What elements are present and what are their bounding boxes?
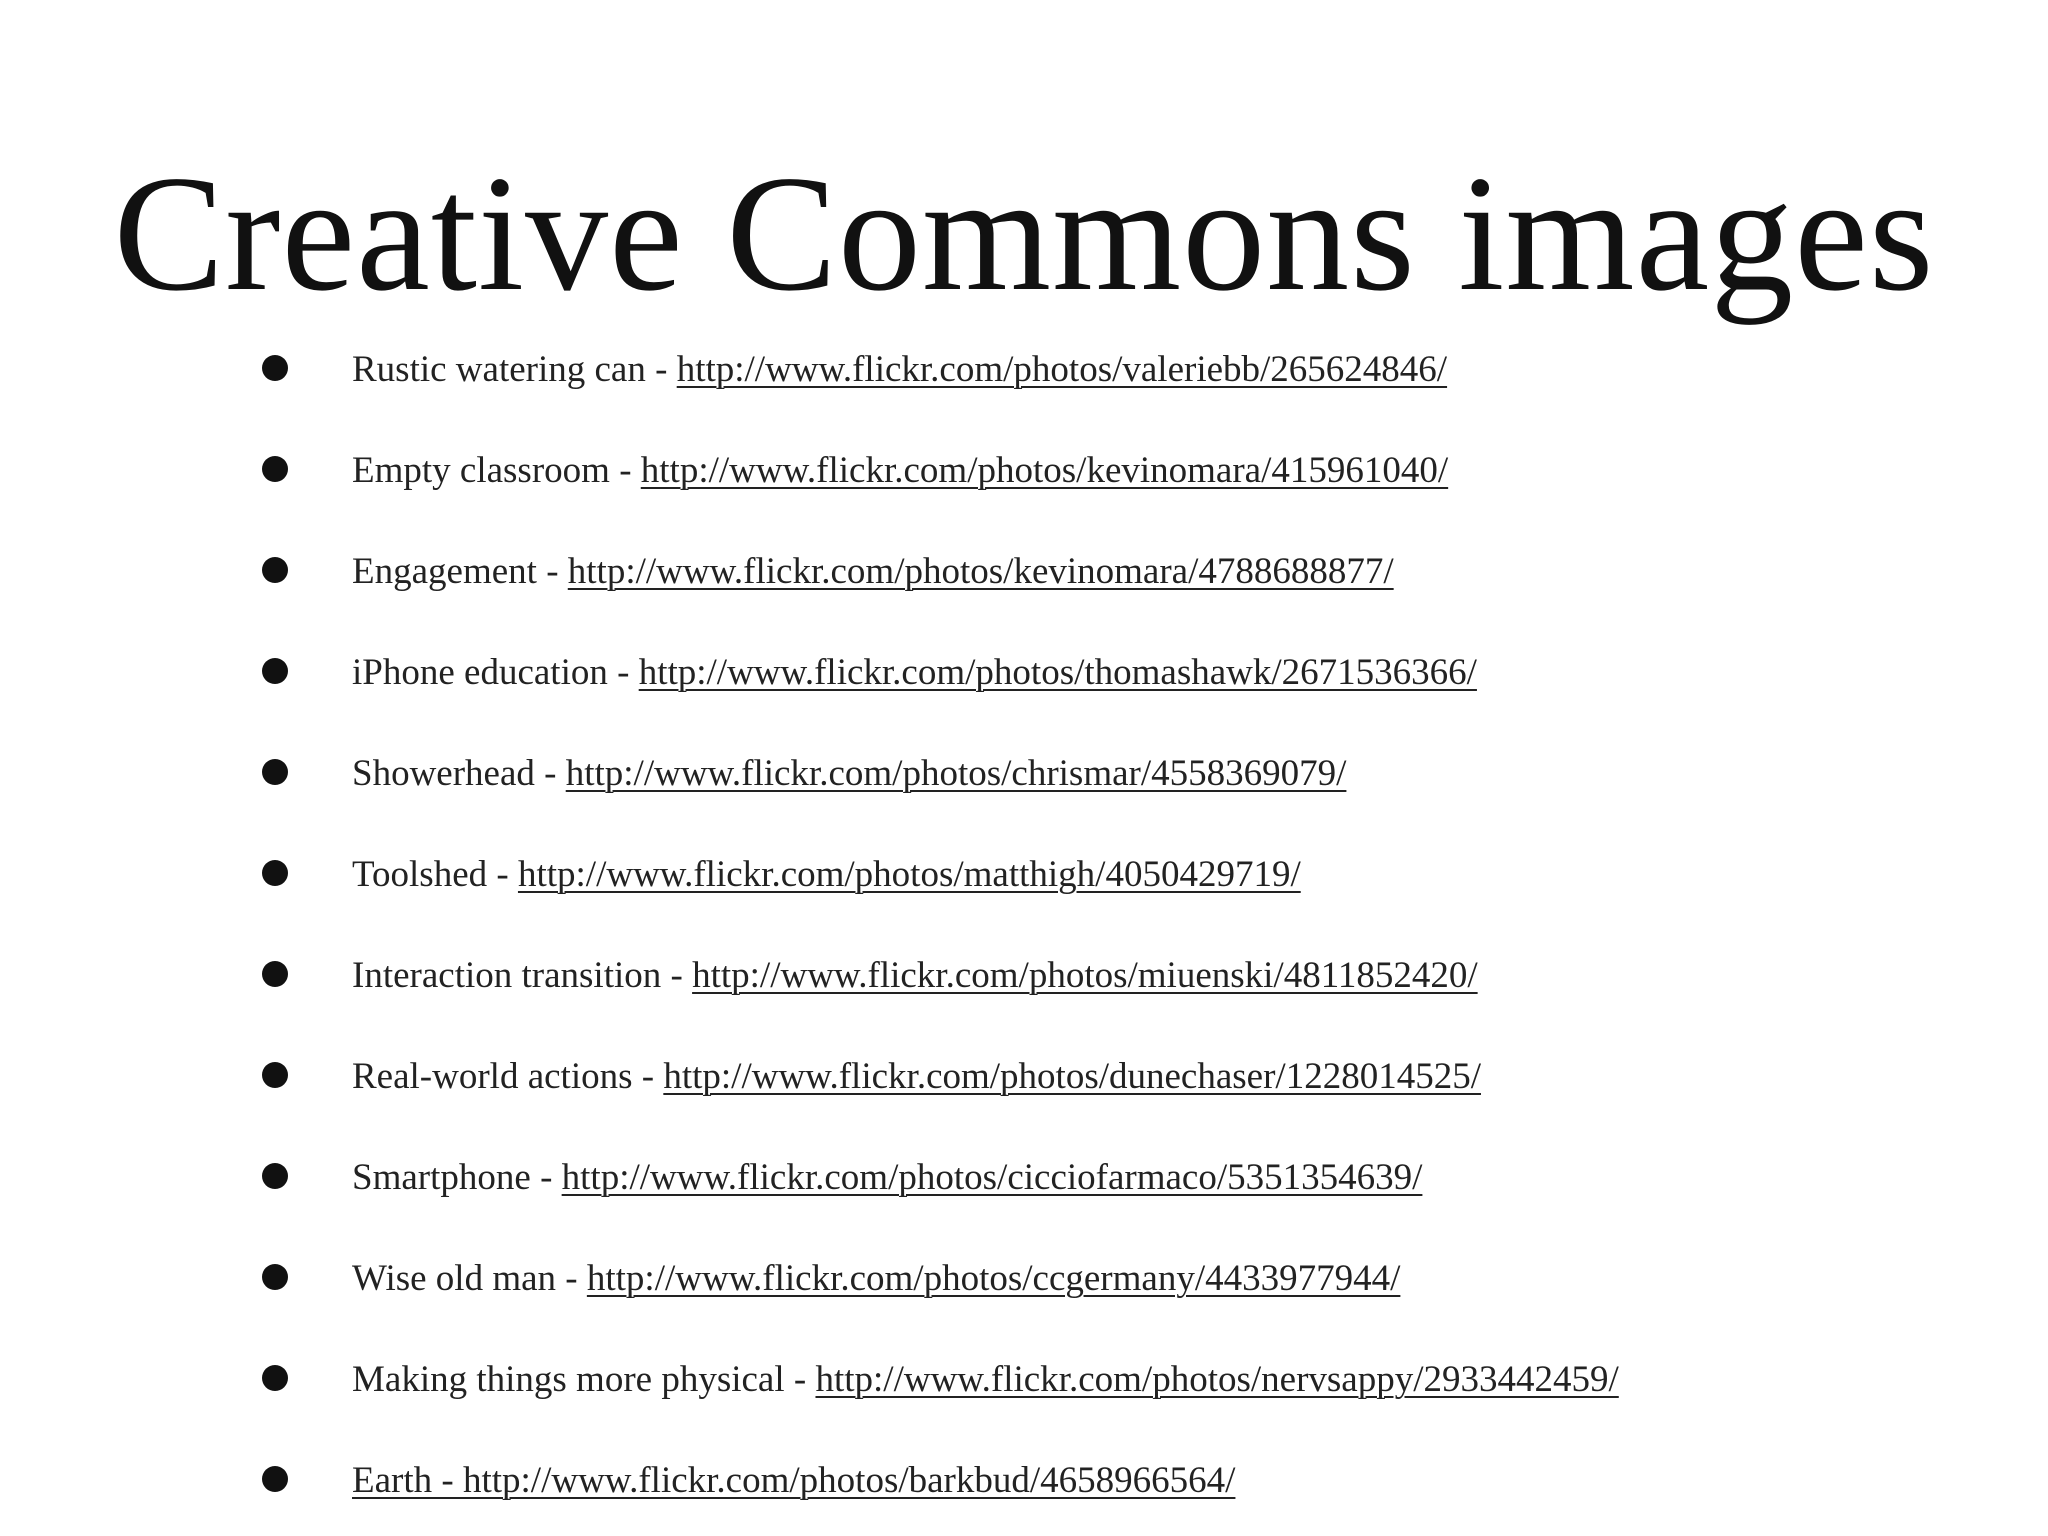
credit-link[interactable]: http://www.flickr.com/photos/thomashawk/2671536366/ [638,652,1477,693]
slide-title: Creative Commons images [113,141,1935,325]
credit-link[interactable]: Earth - http://www.flickr.com/photos/barkbud/4658966564/ [352,1460,1236,1501]
credit-label: Wise old man [352,1258,557,1299]
credit-link[interactable]: http://www.flickr.com/photos/kevinomara/4788688877/ [567,551,1394,592]
credit-line [352,845,1301,905]
credit-label: Showerhead [352,753,535,794]
credit-link[interactable]: http://www.flickr.com/photos/valeriebb/265624846/ [676,349,1448,390]
credit-line [352,1350,1619,1410]
credit-link[interactable]: http://www.flickr.com/photos/ccgermany/4433977944/ [586,1258,1401,1299]
credit-line [352,1148,1422,1208]
credit-item [0,542,2048,602]
bullet-icon [262,456,288,482]
credit-label: Smartphone [352,1157,531,1198]
credit-item [0,441,2048,501]
credit-separator: - [556,1258,587,1299]
credit-separator: - [632,1056,664,1097]
credit-separator: - [607,652,639,693]
credit-link[interactable]: http://www.flickr.com/photos/chrismar/4558369079/ [565,753,1347,794]
bullet-icon [262,961,288,987]
bullet-icon [262,557,288,583]
credit-separator: - [487,854,518,895]
credit-label: iPhone education [352,652,608,693]
credit-line [352,744,1346,804]
credit-link[interactable]: http://www.flickr.com/photos/dunechaser/1228014525/ [663,1056,1481,1097]
credit-line [352,1047,1481,1107]
credit-line [352,946,1478,1006]
credit-item [0,1451,2048,1511]
credit-label: Making things more physical [352,1359,785,1400]
credit-label: Real-world actions [352,1056,633,1097]
credit-separator: - [609,450,641,491]
credit-label: Rustic watering can [352,349,646,390]
credit-line [352,1451,1235,1511]
bullet-icon [262,759,288,785]
credit-separator: - [645,349,677,390]
credit-label: Toolshed [352,854,488,895]
credit-item [0,1249,2048,1309]
bullet-icon [262,658,288,684]
credit-item [0,1148,2048,1208]
credit-separator: - [784,1359,816,1400]
bullet-icon [262,1264,288,1290]
credit-separator: - [530,1157,562,1198]
credit-item [0,744,2048,804]
credit-item [0,1350,2048,1410]
credit-line [352,340,1447,400]
credit-link[interactable]: http://www.flickr.com/photos/kevinomara/415961040/ [640,450,1449,491]
credit-item [0,1047,2048,1107]
credit-link[interactable]: http://www.flickr.com/photos/matthigh/4050429719/ [517,854,1301,895]
credit-link[interactable]: http://www.flickr.com/photos/cicciofarmaco/5351354639/ [561,1157,1423,1198]
credit-item [0,643,2048,703]
bullet-icon [262,1365,288,1391]
credit-line [352,643,1477,703]
credit-link[interactable]: http://www.flickr.com/photos/nervsappy/2933442459/ [815,1359,1619,1400]
bullet-icon [262,355,288,381]
credit-line [352,542,1394,602]
credit-label: Interaction transition [352,955,662,996]
credit-separator: - [661,955,693,996]
credit-item [0,946,2048,1006]
credit-line [352,441,1448,501]
bullet-icon [262,1062,288,1088]
credit-item [0,845,2048,905]
bullet-icon [262,1163,288,1189]
credit-separator: - [534,753,566,794]
bullet-icon [262,860,288,886]
bullet-icon [262,1466,288,1492]
credit-label: Empty classroom [352,450,610,491]
credit-link[interactable]: http://www.flickr.com/photos/miuenski/4811852420/ [692,955,1478,996]
credit-line [352,1249,1400,1309]
credit-separator: - [536,551,568,592]
credit-label: Engagement [352,551,537,592]
credit-item [0,340,2048,400]
